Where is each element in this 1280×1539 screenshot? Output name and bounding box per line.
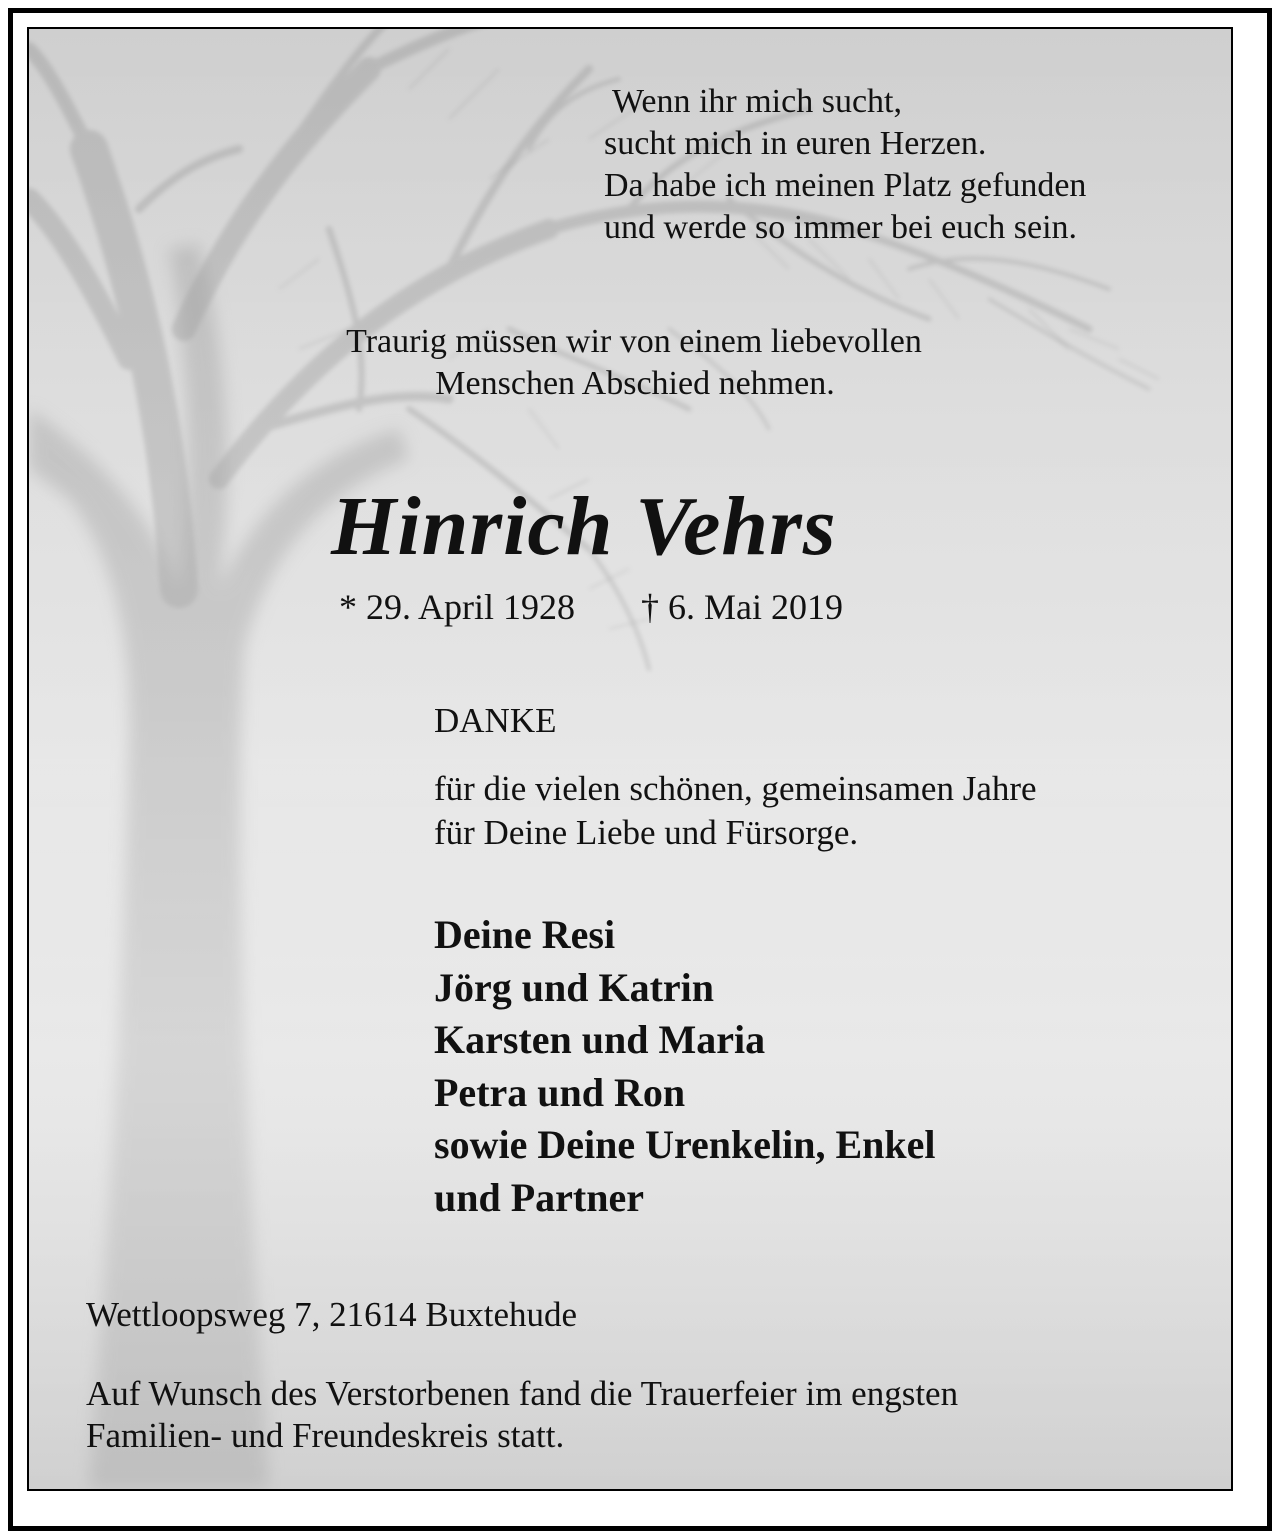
intro-text: [29, 321, 1233, 405]
thanks-line: für die vielen schönen, gemeinsamen Jahre: [434, 769, 1037, 808]
notice-line: Familien- und Freundeskreis statt.: [86, 1416, 565, 1455]
family-line: Deine Resi: [434, 912, 616, 957]
family-line: sowie Deine Urenkelin, Enkel: [434, 1122, 936, 1167]
memorial-poem: [604, 81, 1086, 249]
thanks-heading: DANKE: [434, 701, 557, 740]
family-signatures: [434, 909, 936, 1224]
birth-date: * 29. April 1928: [339, 587, 576, 627]
family-line: Petra und Ron: [434, 1069, 686, 1115]
death-date: † 6. Mai 2019: [641, 587, 844, 627]
poem-line: und werde so immer bei euch sein.: [604, 209, 1078, 246]
family-line: Karsten und Maria: [434, 1017, 766, 1062]
deceased-name: Hinrich Vehrs: [331, 480, 837, 573]
poem-line: Wenn ihr mich sucht,: [612, 83, 902, 120]
intro-line: Menschen Abschied nehmen.: [435, 365, 835, 402]
life-dates: [339, 585, 843, 629]
intro-line: Traurig müssen wir von einem liebevollen: [346, 323, 922, 360]
obituary-frame: [27, 27, 1233, 1491]
thanks-line: für Deine Liebe und Fürsorge.: [434, 813, 859, 852]
funeral-notice: [86, 1373, 958, 1457]
notice-line: Auf Wunsch des Verstorbenen fand die Trauerfeier im engsten: [86, 1374, 959, 1413]
family-line: und Partner: [434, 1174, 644, 1220]
poem-line: sucht mich in euren Herzen.: [604, 125, 987, 162]
thanks-text: [434, 767, 1037, 855]
family-line: Jörg und Katrin: [434, 964, 715, 1010]
poem-line: Da habe ich meinen Platz gefunden: [604, 167, 1087, 204]
mourning-address: Wettloopsweg 7, 21614 Buxtehude: [86, 1295, 578, 1334]
